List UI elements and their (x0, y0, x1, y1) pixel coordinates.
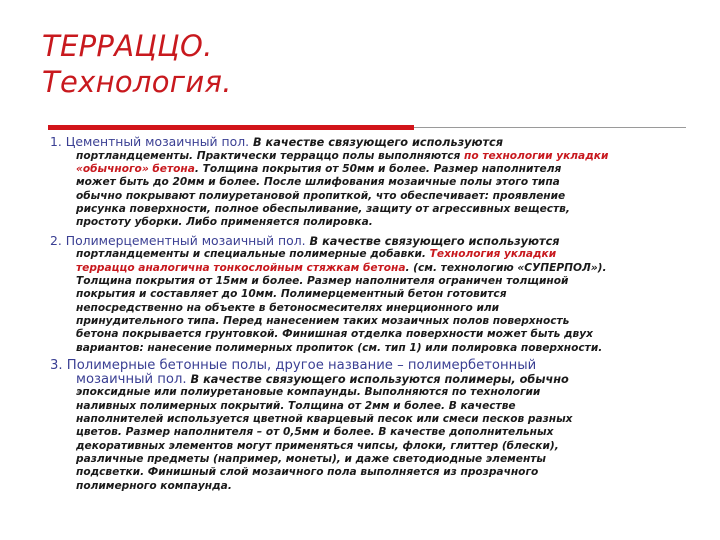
body-line (76, 248, 690, 261)
body-text: бетона покрывается грунтовкой. Финишная отделка поверхности может быть двух (76, 328, 593, 341)
slide-title (42, 28, 232, 100)
title-underline-gray (414, 127, 686, 128)
body-line (76, 480, 690, 493)
body-line (76, 342, 690, 355)
item-intro: В качестве связующего используются (305, 234, 560, 248)
item-body (50, 386, 690, 493)
list-item-polymer-cement (50, 234, 690, 355)
body-text: непосредственно на объекте в бетоносмесителях инерционного или (76, 301, 500, 314)
body-text: наливных полимерных покрытий. Толщина от 2мм и более. В качестве (76, 399, 516, 412)
body-line (76, 328, 690, 341)
body-text: цветов. Размер наполнителя – от 0,5мм и более. В качестве дополнительных (76, 426, 554, 439)
body-text: Толщина покрытия от 15мм и более. Размер наполнителя ограничен толщиной (76, 274, 569, 287)
item-first-line (50, 359, 690, 373)
body-line (76, 400, 690, 413)
body-text: эпоксидные или полиуретановые компаунды. Выполняются по технологии (76, 386, 541, 399)
body-line (76, 426, 690, 439)
body-text: наполнителей используется цветной кварцевый песок или смеси песков разных (76, 412, 573, 425)
body-text: подсветки. Финишный слой мозаичного пола выполняется из прозрачного (76, 466, 539, 479)
list-item-polymer-concrete (50, 359, 690, 493)
body-line (76, 216, 690, 229)
slide-title-line-1: ТЕРРАЦЦО. (42, 29, 213, 63)
body-line (76, 176, 690, 189)
item-first-line (50, 135, 690, 150)
item-second-line (50, 373, 690, 387)
body-line (76, 288, 690, 301)
item-first-line (50, 234, 690, 249)
slide-title-line-2: Технология. (42, 65, 232, 99)
item-heading: 2. Полимерцементный мозаичный пол. (50, 232, 306, 248)
body-text: полимерного компаунда. (76, 479, 232, 492)
list-item-cement (50, 135, 690, 230)
body-line (76, 190, 690, 203)
item-intro: В качестве связующего используются (249, 136, 504, 149)
body-line (76, 203, 690, 216)
item-body (50, 248, 690, 355)
item-intro: В качестве связующего используются полимеры, обычно (186, 372, 569, 386)
body-line (76, 453, 690, 466)
body-text: рисунка поверхности, полное обеспыливание, защиту от агрессивных веществ, (76, 202, 570, 215)
highlighted-text: терраццо аналогична тонкослойным стяжкам бетона (76, 261, 406, 274)
highlighted-text: «обычного» бетона (76, 162, 195, 175)
item-heading-continued: мозаичный пол. (76, 371, 187, 387)
body-line (76, 275, 690, 288)
body-line (76, 302, 690, 315)
body-line (76, 150, 690, 163)
body-line (76, 163, 690, 176)
body-text: декоративных элементов могут применяться чипсы, флоки, глиттер (блески), (76, 439, 559, 452)
body-text: . Толщина покрытия от 50мм и более. Размер наполнителя (194, 162, 562, 175)
item-body (50, 150, 690, 230)
highlighted-text: по технологии укладки (464, 149, 609, 162)
body-line (76, 315, 690, 328)
body-text: может быть до 20мм и более. После шлифования мозаичные полы этого типа (76, 176, 560, 189)
body-text: . (см. технологию «СУПЕРПОЛ»). (405, 261, 607, 274)
body-text: различные предметы (например, монеты), и даже светодиодные элементы (76, 452, 547, 465)
body-text: принудительного типа. Перед нанесением таких мозаичных полов поверхность (76, 314, 570, 327)
body-line (76, 262, 690, 275)
title-underline-red (48, 125, 414, 130)
body-line (76, 440, 690, 453)
body-text: обычно покрывают полиуретановой пропиткой, что обеспечивает: проявление (76, 189, 566, 202)
body-line (76, 466, 690, 479)
item-heading: 1. Цементный мозаичный пол. (50, 134, 250, 149)
highlighted-text: Технология укладки (429, 248, 557, 261)
body-text: простоту уборки. Либо применяется полировка. (76, 216, 373, 229)
content-list (50, 135, 690, 497)
body-line (76, 413, 690, 426)
body-line (76, 386, 690, 399)
body-text: покрытия и составляет до 10мм. Полимерцементный бетон готовится (76, 288, 507, 301)
body-text: портландцементы и специальные полимерные добавки. (76, 248, 430, 261)
item-heading: 3. Полимерные бетонные полы, другое название – полимербетонный (50, 358, 537, 373)
body-text: вариантов: нанесение полимерных пропиток (см. тип 1) или полировка поверхности. (76, 341, 603, 354)
body-text: портландцементы. Практически терраццо полы выполняются (76, 149, 465, 162)
